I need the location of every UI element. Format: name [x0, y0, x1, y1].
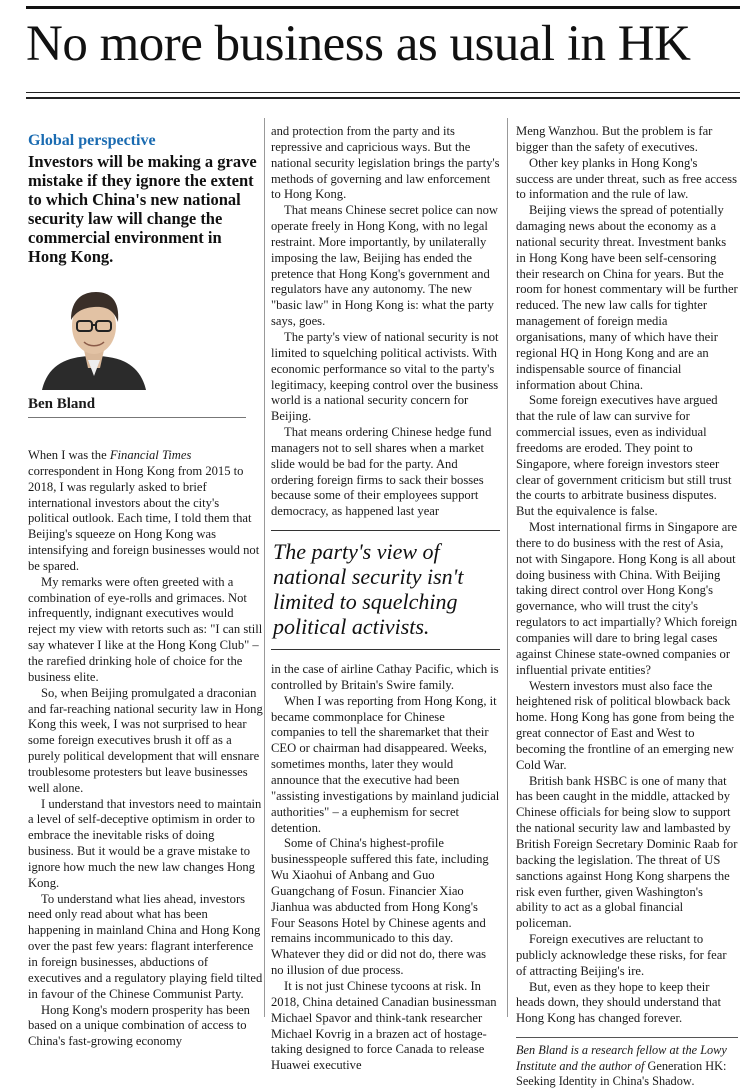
paragraph: That means ordering Chinese hedge fund managers not to sell shares when a market slide would be bad for the party. And ordering foreign firms to sack their bosses because some of their employees support democracy, as happened last year [271, 425, 492, 519]
top-rule [26, 6, 740, 9]
paragraph: It is not just Chinese tycoons at risk. In 2018, China detained Canadian businessman Michael Spavor and think-tank researcher Michael Kovrig in a brazen act of hostage-taking designed to force Canada to release Huawei executive [271, 978, 497, 1073]
headline-rule [26, 92, 740, 93]
paragraph: The party's view of national security is not limited to squelching political activists. With economic performance so vital to the party's legitimacy, keeping control over the business world is a national security concern for Beijing. [271, 329, 499, 424]
byline: Ben Bland [28, 396, 96, 412]
paragraph: Beijing views the spread of potentially damaging news about the economy as a national security threat. Investment banks in Hong Kong have been self-censoring their research on China for years. But the room for honest commentary will be further reduced. The new law calls for tighter management of foreign media organisations, many of which have their regional HQ in Hong Kong and are an indispensable source of financial information about China. [516, 203, 738, 392]
headline: No more business as usual in HK [26, 16, 691, 72]
column-2 [271, 124, 500, 1074]
pull-quote: The party's view of national security isn't limited to squelching political activists. [271, 530, 500, 650]
article-body-col2 [271, 124, 500, 1074]
paragraph: Other key planks in Hong Kong's success are under threat, such as free access to information and the rule of law. [516, 155, 737, 202]
paragraph: Some foreign executives have argued that the rule of law can survive for commercial issues, even as individual freedoms are eroded. They point to Singapore, where foreign investors steer clear of government criticism but still trust the courts to arbitrate business disputes. But the equivalence is false. [516, 393, 732, 519]
paragraph: That means Chinese secret police can now operate freely in Hong Kong, with no legal restraint. More importantly, by unilaterally imposing the law, Beijing has ended the pretence that Hong Kong's government and regulators have any autonomy. The new "basic law" in Hong Kong is: what the party says, goes. [271, 203, 499, 329]
column-divider [264, 118, 265, 1017]
headline-rule-double [26, 97, 740, 99]
paragraph: I understand that investors need to maintain a level of self-deceptive optimism in order to embrace the inevitable risks of doing business. But it would be a grave mistake to ignore how much the new law changes Hong Kong. [28, 796, 262, 890]
paragraph: But, even as they hope to keep their heads down, they should understand that Hong Kong has changed forever. [516, 979, 721, 1026]
column-3 [516, 124, 738, 1090]
paragraph: British bank HSBC is one of many that has been caught in the middle, attacked by Chinese officials for being slow to support the national security law and lambasted by British Foreign Secretary Dominic Raab for backing the legislation. The threat of US sanctions against Hong Kong sharpens the risk even further, given Washington's ability to act as a global financial policeman. [516, 773, 738, 931]
paragraph: and protection from the party and its repressive and capricious ways. But the national security legislation brings the party's methods of governing and law enforcement to Hong Kong. [271, 124, 500, 202]
paragraph: Most international firms in Singapore are there to do business with the rest of Asia, not with Singapore. Hong Kong is all about doing business with China. With Beijing taking direct control over Hong Kong's governance, who will trust the city's regulators to act impartially? Which foreign companies will dare to bring legal cases against Chinese state-owned companies or influential private entities? [516, 520, 738, 677]
byline-rule [28, 417, 246, 418]
paragraph: Western investors must also face the heightened risk of political blowback back home. Hong Kong has gone from being the great connector of East and West to becoming the frontline of an emerging new Cold War. [516, 678, 735, 772]
paragraph: Hong Kong's modern prosperity has been based on a unique combination of access to China's fast-growing economy [28, 1002, 250, 1049]
paragraph: Some of China's highest-profile businesspeople suffered this fate, including Wu Xiaohui of Anbang and Guo Guangchang of Fosun. Financier Xiao Jianhua was abducted from Hong Kong's Four Seasons Hotel by Chinese agents and remains incommunicado to this day. Whatever they did or did not do, there was no illusion of due process. [271, 836, 489, 978]
paragraph: When I was reporting from Hong Kong, it became commonplace for Chinese companies to tell the sharemarket that their CEO or chairman had disappeared. Weeks, sometimes months, later they would announce that the executive had been "assisting investigations by mainland judicial authorities" – a euphemism for secret detention. [271, 693, 500, 835]
author-bio: Ben Bland is a research fellow at the Lowy Institute and the author of Generation HK: Seeking Identity in China's Shadow. [516, 1037, 738, 1090]
paragraph: So, when Beijing promulgated a draconian and far-reaching national security law in Hong Kong this week, I was not surprised to hear some foreign executives brush it off as a purely political development that will ensnare troublesome protesters but leave businesses well alone. [28, 685, 263, 795]
column-1 [28, 124, 263, 1050]
paragraph: Meng Wanzhou. But the problem is far bigger than the safety of executives. [516, 124, 713, 154]
article-body-col3 [516, 124, 738, 1027]
paragraph: in the case of airline Cathay Pacific, which is controlled by Britain's Swire family. [271, 662, 499, 692]
standfirst: Investors will be making a grave mistake if they ignore the extent to which China's new national security law will change the commercial environment in Hong Kong. [28, 152, 257, 266]
column-divider [507, 118, 508, 1017]
paragraph: When I was the Financial Times correspondent in Hong Kong from 2015 to 2018, I was regularly asked to brief international investors about the city's political outlook. Each time, I told them that Beijing's squeeze on Hong Kong was intensifying and foreign businesses would not be spared. [28, 448, 260, 573]
paragraph: To understand what lies ahead, investors need only read about what has been happening in mainland China and Hong Kong over the past few years: flagrant interference in foreign businesses, abductions of executives and a regulatory playing field tilted in favour of the Chinese Communist Party. [28, 891, 263, 1001]
paragraph: Foreign executives are reluctant to publicly acknowledge these risks, for fear of attracting Beijing's ire. [516, 932, 727, 978]
article-body-col1 [28, 448, 263, 1050]
kicker: Global perspective [28, 132, 156, 149]
paragraph: My remarks were often greeted with a combination of eye-rolls and grimaces. Not infrequently, indignant executives would reject my view with retorts such as: "I can still say whatever I like at the Hong Kong Club" – the rarefied drinking hole of choice for the business elite. [28, 574, 263, 684]
author-portrait-icon [34, 280, 154, 390]
author-photo [28, 280, 263, 390]
